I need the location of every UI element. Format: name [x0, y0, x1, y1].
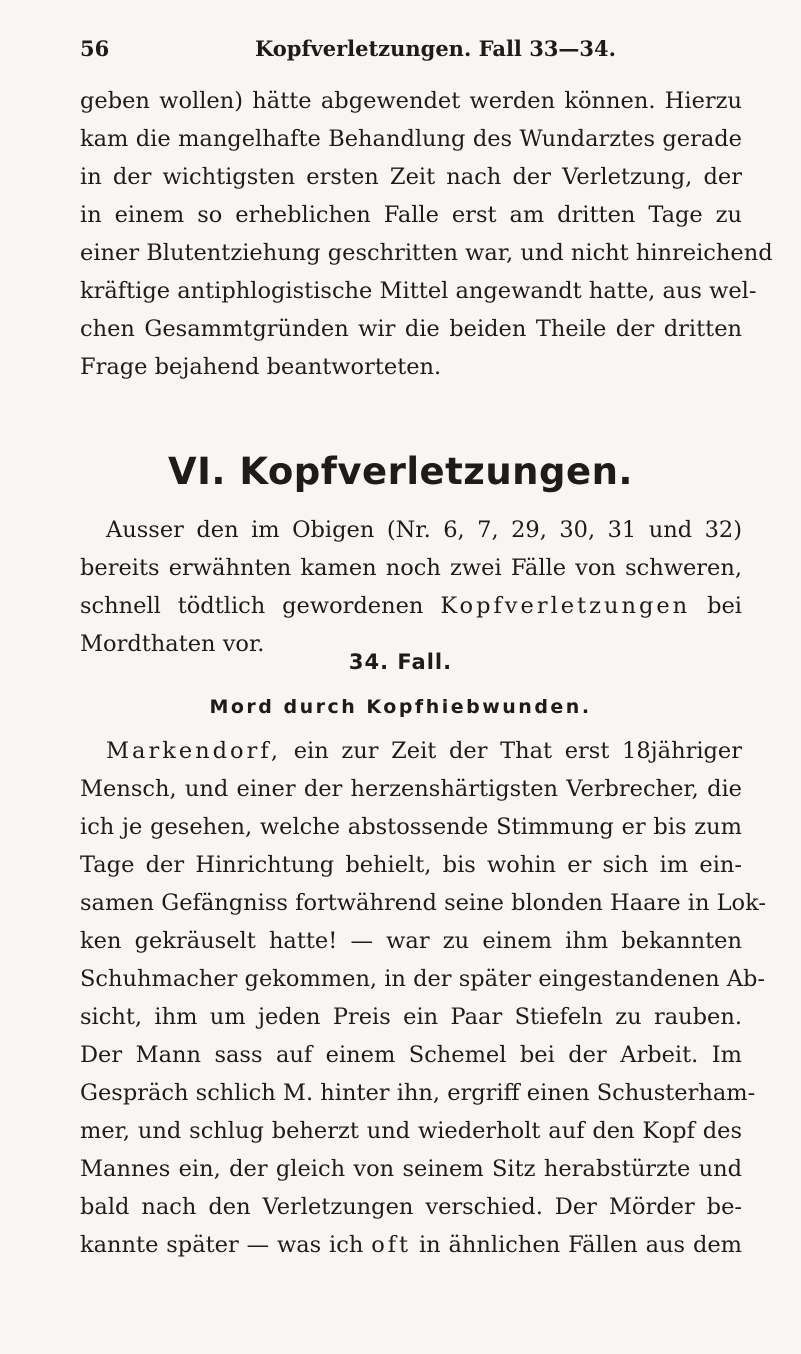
text-line: in der wichtigsten ersten Zeit nach der Verletzung, der — [80, 164, 742, 190]
paragraph-3 — [80, 732, 766, 1264]
text-line: mer, und schlug beherzt und wiederholt auf den Kopf des — [80, 1118, 742, 1144]
section-heading: VI. Kopfverletzungen. — [168, 450, 633, 493]
text-line: Ausser den im Obigen (Nr. 6, 7, 29, 30, 31 und 32) — [106, 517, 742, 543]
emphasized-name: Markendorf, — [106, 738, 282, 764]
text-line: Mordthaten vor. — [80, 631, 265, 657]
case-heading: 34. Fall. — [348, 650, 453, 674]
text-line: Der Mann sass auf einem Schemel bei der Arbeit. Im — [80, 1042, 742, 1068]
text-fragment: kannte später — was ich — [80, 1232, 372, 1258]
text-line: geben wollen) hätte abgewendet werden können. Hierzu — [80, 88, 742, 114]
text-line — [80, 732, 742, 770]
text-line: bald nach den Verletzungen verschied. Der Mörder be- — [80, 1194, 742, 1220]
text-line: Frage bejahend beantworteten. — [80, 354, 442, 380]
text-line: sicht, ihm um jeden Preis ein Paar Stiefeln zu rauben. — [80, 1004, 742, 1030]
page-number: 56 — [80, 36, 110, 61]
text-line: Mannes ein, der gleich von seinem Sitz herabstürzte und — [80, 1156, 742, 1182]
paragraph-2 — [80, 511, 742, 663]
paragraph-1 — [80, 82, 773, 386]
emphasized-term: oft — [371, 1232, 412, 1258]
text-line: Schuhmacher gekommen, in der später eingestandenen Ab- — [80, 966, 765, 992]
emphasized-term: Kopfverletzungen — [440, 593, 691, 619]
text-line: Mensch, und einer der herzenshärtigsten Verbrecher, die — [80, 776, 742, 802]
text-line — [80, 587, 742, 625]
text-line — [80, 1226, 742, 1264]
text-fragment: schnell tödtlich gewordenen — [80, 593, 441, 619]
text-fragment: in ähnlichen Fällen aus dem — [411, 1232, 742, 1258]
text-line: samen Gefängniss fortwährend seine blonden Haare in Lok- — [80, 890, 766, 916]
text-line: kam die mangelhafte Behandlung des Wundarztes gerade — [80, 126, 742, 152]
text-line: in einem so erheblichen Falle erst am dritten Tage zu — [80, 202, 742, 228]
running-head-title: Kopfverletzungen. Fall 33—34. — [255, 36, 616, 61]
text-line: Gespräch schlich M. hinter ihn, ergriff einen Schusterham- — [80, 1080, 756, 1106]
running-head — [80, 36, 740, 70]
text-line: ken gekräuselt hatte! — war zu einem ihm bekannten — [80, 928, 742, 954]
case-subtitle: Mord durch Kopfhiebwunden. — [209, 696, 592, 718]
text-fragment: bei — [690, 593, 742, 619]
text-line: ich je gesehen, welche abstossende Stimmung er bis zum — [80, 814, 742, 840]
text-line: einer Blutentziehung geschritten war, und nicht hinreichend — [80, 240, 773, 266]
text-line: Tage der Hinrichtung behielt, bis wohin er sich im ein- — [80, 852, 742, 878]
text-line: kräftige antiphlogistische Mittel angewandt hatte, aus wel- — [80, 278, 757, 304]
text-fragment: ein zur Zeit der That erst 18jähriger — [281, 738, 742, 764]
text-line: bereits erwähnten kamen noch zwei Fälle von schweren, — [80, 555, 742, 581]
text-line: chen Gesammtgründen wir die beiden Theile der dritten — [80, 316, 742, 342]
